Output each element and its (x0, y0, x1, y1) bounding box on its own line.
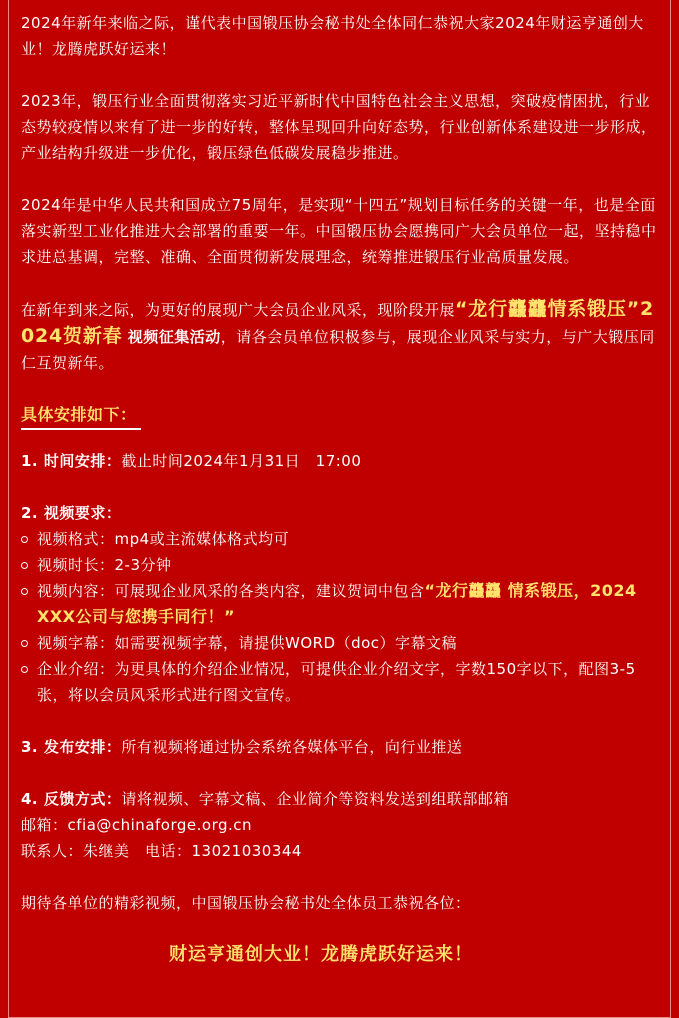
contact-person: 联系人：朱继美 电话：13021030344 (21, 842, 302, 860)
schedule-title: 具体安排如下： (21, 403, 141, 430)
video-requirements-list (21, 526, 661, 708)
activity-name: 视频征集活动 (127, 328, 221, 346)
list-item: 视频字幕：如需要视频字幕，请提供WORD（doc）字幕文稿 (21, 630, 661, 656)
publish-text: 所有视频将通过协会系统各媒体平台，向行业推送 (121, 738, 463, 756)
video-requirements-label: 2. 视频要求： (21, 504, 122, 522)
feedback-text: 请将视频、字幕文稿、企业简介等资料发送到组联部邮箱 (121, 790, 509, 808)
bullet-icon (21, 562, 28, 569)
publish-arrangement (21, 734, 661, 760)
time-arrangement (21, 448, 661, 474)
closing-slogan: 财运亨通创大业！龙腾虎跃好运来！ (169, 944, 473, 965)
list-item: 视频格式：mp4或主流媒体格式均可 (21, 526, 661, 552)
activity-theme-highlight: “龙行龘龘情系锻压”2024贺新春 (21, 298, 655, 347)
feedback-method (21, 786, 661, 812)
feedback-label: 4. 反馈方式： (21, 790, 122, 808)
bullet-icon (21, 640, 28, 647)
closing-text: 期待各单位的精彩视频，中国锻压协会秘书处全体员工恭祝各位： (21, 894, 471, 912)
list-item: 视频时长：2-3分钟 (21, 552, 661, 578)
activity-paragraph (21, 296, 661, 376)
greeting-paragraph: 2024年新年来临之际，谨代表中国锻压协会秘书处全体同仁恭祝大家2024年财运亨通创大业！龙腾虎跃好运来！ (21, 14, 644, 58)
bullet-icon (21, 666, 28, 673)
review-paragraph: 2023年，锻压行业全面贯彻落实习近平新时代中国特色社会主义思想，突破疫情困扰，行业态势较疫情以来有了进一步的好转，整体呈现回升向好态势，行业创新体系建设进一步形成，产业结构升级进一步优化，锻压绿色低碳发展稳步推进。 (21, 92, 657, 162)
activity-intro: 在新年到来之际，为更好的展现广大会员企业风采，现阶段开展 (21, 301, 456, 319)
bullet-icon (21, 536, 28, 543)
video-content-highlight: “龙行龘龘 情系锻压，2024 XXX公司与您携手同行！” (37, 581, 637, 626)
article-body (21, 10, 661, 968)
publish-label: 3. 发布安排： (21, 738, 122, 756)
time-label: 1. 时间安排： (21, 452, 122, 470)
list-item: 视频内容：可展现企业风采的各类内容，建议贺词中包含“龙行龘龘 情系锻压，2024 XXX公司与您携手同行！” (21, 578, 661, 630)
list-item: 企业介绍：为更具体的介绍企业情况，可提供企业介绍文字，字数150字以下，配图3-5张，将以会员风采形式进行图文宣传。 (21, 656, 661, 708)
bullet-icon (21, 588, 28, 595)
schedule-section (21, 402, 661, 864)
activity-outro: ，请各会员单位积极参与，展现企业风采与实力，与广大锻压同仁互贺新年。 (21, 328, 655, 372)
contact-email[interactable]: 邮箱：cfia@chinaforge.org.cn (21, 816, 253, 834)
outlook-paragraph: 2024年是中华人民共和国成立75周年，是实现“十四五”规划目标任务的关键一年，也是全面落实新型工业化推进大会部署的重要一年。中国锻压协会愿携同广大会员单位一起，坚持稳中求进总基调，完整、准确、全面贯彻新发展理念，统筹推进锻压行业高质量发展。 (21, 196, 657, 266)
time-text: 截止时间2024年1月31日 17:00 (121, 452, 362, 470)
